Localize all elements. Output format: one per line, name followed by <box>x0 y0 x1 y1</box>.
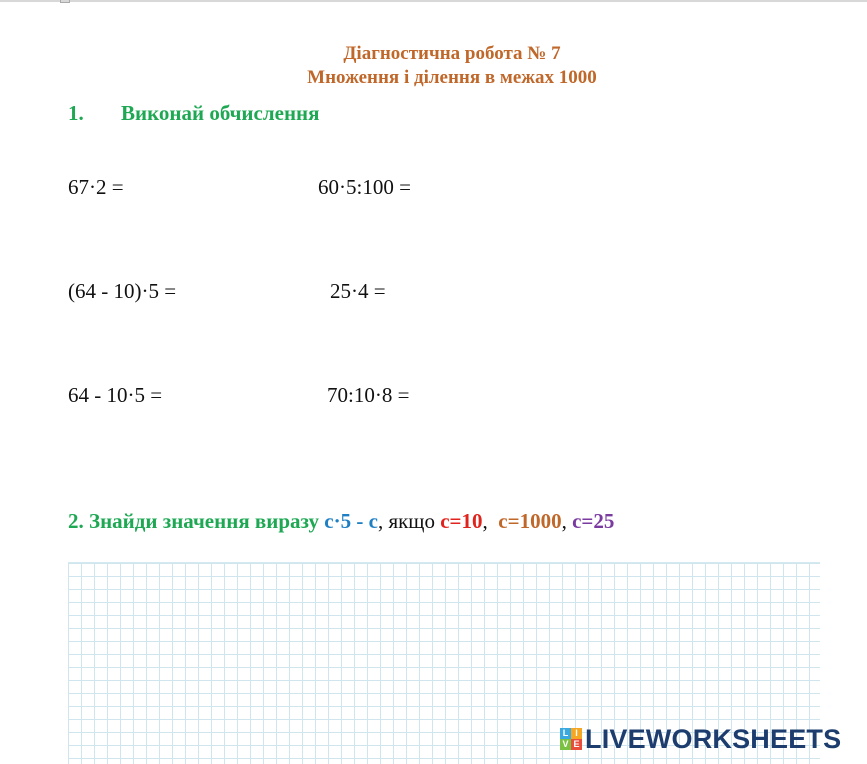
task1-number: 1. <box>68 101 84 125</box>
task2-number: 2. <box>68 509 84 533</box>
task2-text: Знайди значення виразу <box>89 509 320 533</box>
worksheet-subtitle: Множення і ділення в межах 1000 <box>307 67 597 88</box>
logo-letter-i: I <box>571 728 582 739</box>
task2-value-3: с=25 <box>572 509 615 533</box>
task2-statement <box>68 509 614 534</box>
task2-comma-3: , <box>561 509 567 533</box>
logo-letter-v: V <box>560 739 571 750</box>
expression-4: 25·4 = <box>330 279 386 303</box>
expression-3: (64 - 10)·5 = <box>68 279 177 303</box>
liveworksheets-logo <box>560 724 841 754</box>
task2-value-1: с=10 <box>440 509 483 533</box>
expression-5: 64 - 10·5 = <box>68 383 163 407</box>
expression-1: 67·2 = <box>68 175 124 199</box>
expression-6: 70:10·8 = <box>327 383 410 407</box>
expression-2: 60·5:100 = <box>318 175 411 199</box>
logo-letter-e: E <box>571 739 582 750</box>
top-rule <box>0 0 867 2</box>
task1-title: Виконай обчислення <box>121 101 320 125</box>
logo-letter-l: L <box>560 728 571 739</box>
worksheet-title: Діагностична робота № 7 <box>343 43 561 64</box>
task2-expression: с·5 - с <box>324 509 378 533</box>
task2-value-2: с=1000 <box>498 509 562 533</box>
task2-if-word: якщо <box>388 509 435 533</box>
task2-comma-2: , <box>482 509 488 533</box>
liveworksheets-logo-text: LIVEWORKSHEETS <box>585 724 842 754</box>
task2-comma-1: , <box>377 509 384 533</box>
liveworksheets-logo-icon <box>560 728 582 750</box>
page-corner-mark <box>60 0 70 3</box>
